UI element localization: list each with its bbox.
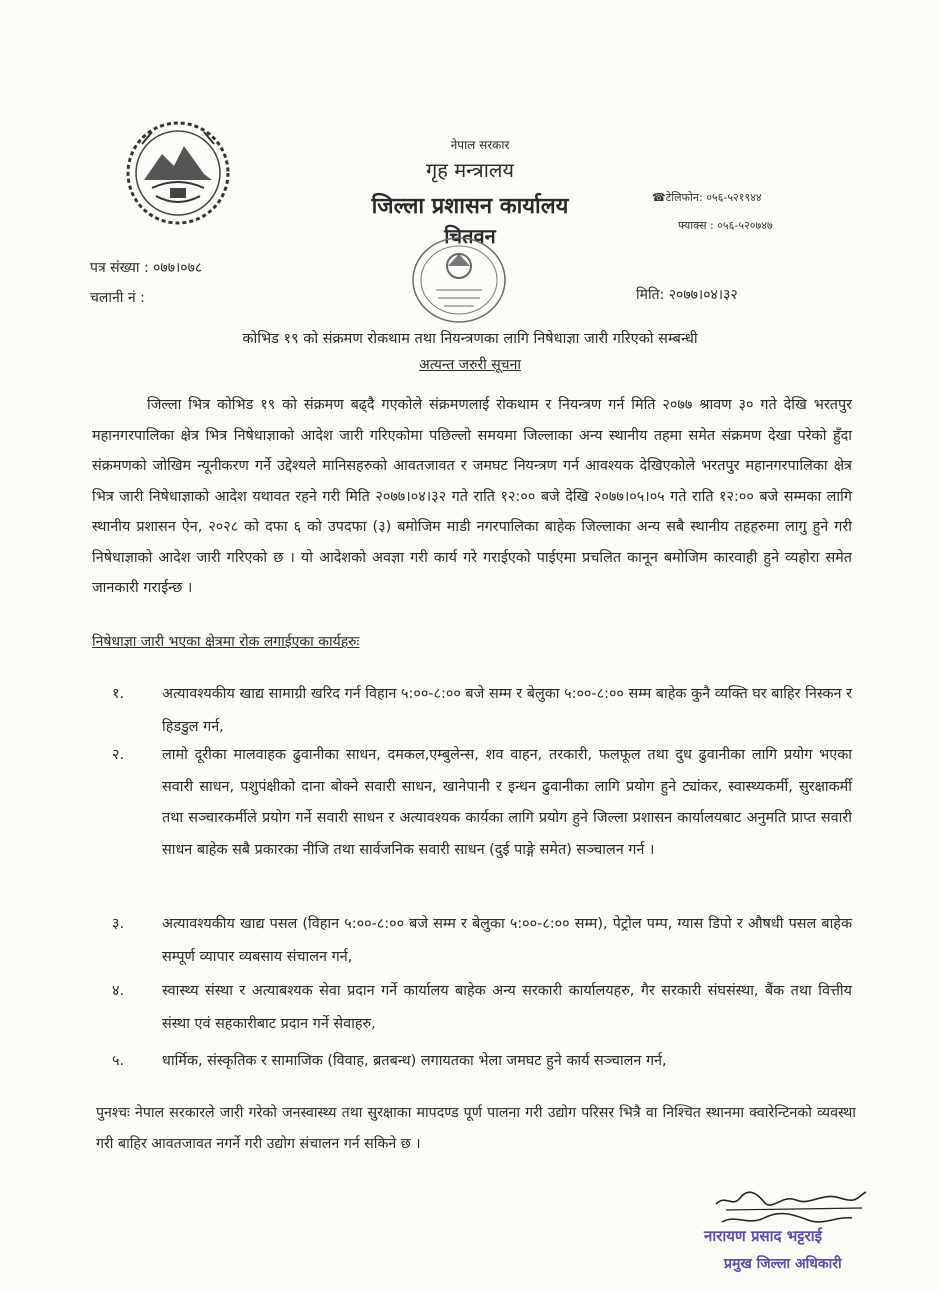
office-name: जिल्ला प्रशासन कार्यालय (371, 194, 569, 219)
list-item-number: ४. (112, 983, 125, 999)
signatory-title: प्रमुख जिल्ला अधिकारी (724, 1256, 842, 1272)
subject-line: कोभिड १९ को संक्रमण रोकथाम तथा नियन्त्रणका लागि निषेधाज्ञा जारी गरिएको सम्बन्धी (242, 331, 698, 347)
body-paragraph: जिल्ला भित्र कोभिड १९ को संक्रमण बढ्दै गएकोले संक्रमणलाई रोकथाम र नियन्त्रण गर्न मिति २०७७ श्रावण ३० गते देखि भरतपुर महानगरपालिका क्षेत्र भित्र निषेधाज्ञाको आदेश जारी गरिएकोमा पछिल्लो समयमा जिल्लाका अन्य स्थानीय तहमा समेत संक्रमण देखा परेको हुँदा संक्रमणको जोखिम न्यूनीकरण गर्ने उद्देश्यले मानिसहरुको आवतजावत र जमघट नियन्त्रण गर्न आवश्यक देखिएकोले भरतपुर महानगरपालिका क्षेत्र भित्र जारी निषेधाज्ञाको आदेश यथावत रहने गरी मिति २०७७।०४।३२ गते राति १२:०० बजे देखि २०७७।०५।०५ गते राति १२:०० बजे सम्मका लागि स्थानीय प्रशासन ऐन, २०२८ को दफा ६ को उपदफा (३) बमोजिम माडी नगरपालिका बाहेक जिल्लाका अन्य सबै स्थानीय तहहरुमा लागु हुने गरी निषेधाज्ञाको आदेश जारी गरिएको छ । यो आदेशको अवज्ञा गरी कार्य गरे गराईएको पाईएमा प्रचलित कानून बमोजिम कारवाही हुने व्यहोरा समेत जानकारी गराईन्छ । (92, 397, 852, 596)
district-name: चितवन (444, 224, 496, 248)
reference-number: पत्र संख्या : ०७७।०७८ (90, 260, 203, 276)
list-item (112, 975, 852, 1041)
fax-number: फ्याक्स : ०५६-५२०७४७ (678, 219, 773, 232)
list-heading: निषेधाज्ञा जारी भएका क्षेत्रमा रोक लगाईएका कार्यहरुः (92, 634, 360, 650)
dispatch-number: चलानी नं : (90, 290, 145, 306)
list-item-text: स्वास्थ्य संस्था र अत्याबश्यक सेवा प्रदान गर्ने कार्यालय बाहेक अन्य सरकारी कार्यालयहरु, गैर सरकारी संघसंस्था, बैंक तथा वित्तीय संस्था एवं सहकारीबाट प्रदान गर्ने सेवाहरु, (162, 983, 852, 1032)
signatory-name: नारायण प्रसाद भट्टराई (704, 1227, 823, 1245)
list-item (112, 678, 852, 744)
list-item-text: अत्यावश्यकीय खाद्य सामाग्री खरिद गर्न विहान ५:००-८:०० बजे सम्म र बेलुका ५:००-८:०० सम्म बाहेक कुनै व्यक्ति घर बाहिर निस्कन र हिडडुल गर्न, (162, 686, 852, 735)
list-item (112, 1045, 852, 1078)
list-item (112, 740, 852, 866)
postscript: पुनश्चः नेपाल सरकारले जारी गरेको जनस्वास्थ्य तथा सुरक्षाका मापदण्ड पूर्ण पालना गरी उद्योग परिसर भित्रै वा निश्चित स्थानमा क्वारेन्टिनको व्यवस्था गरी बाहिर आवतजावत नगर्ने गरी उद्योग संचालन गर्न सकिने छ । (96, 1105, 856, 1152)
list-item-number: १. (112, 686, 125, 702)
nepal-emblem-icon (122, 118, 234, 228)
notice-title (90, 355, 850, 374)
notice-title-text: अत्यन्त जरुरी सूचना (419, 357, 521, 373)
list-item-text: लामो दूरीका मालवाहक ढुवानीका साधन, दमकल,एम्बुलेन्स, शव वाहन, तरकारी, फलफूल तथा दुध ढुवानीका लागि प्रयोग भएका सवारी साधन, पशुपंक्षीको दाना बोक्ने सवारी साधन, खानेपानी र इन्धन ढुवानीका लागि प्रयोग हुने ट्यांकर, स्वास्थ्यकर्मी, सुरक्षाकर्मी तथा सञ्चारकर्मीले प्रयोग गर्ने सवारी साधन र अत्यावश्यक कार्यका लागि प्रयोग हुने जिल्ला प्रशासन कार्यालयबाट अनुमति प्राप्त सवारी साधन बाहेक सबै प्रकारका नीजि तथा सार्वजनिक सवारी साधन (दुई पाङ्गे समेत) सञ्चालन गर्न । (162, 747, 852, 858)
ministry-name: गृह मन्त्रालय (425, 158, 515, 182)
list-item-text: धार्मिक, संस्कृतिक र सामाजिक (विवाह, ब्रतबन्ध) लगायतका भेला जमघट हुने कार्य सञ्चालन गर्न, (162, 1053, 667, 1069)
phone-number: ☎टेलिफोन: ०५६-५२१९४४ (652, 191, 762, 204)
list-item-number: २. (112, 747, 125, 763)
government-name: नेपाल सरकार (450, 138, 510, 152)
office-seal-icon (408, 232, 510, 328)
handwritten-signature-icon (712, 1188, 872, 1230)
issue-date: मिति: २०७७।०४।३२ (636, 287, 738, 303)
list-item-number: ३. (112, 916, 125, 932)
list-item-number: ५. (112, 1053, 125, 1069)
list-item-text: अत्यावश्यकीय खाद्य पसल (विहान ५:००-८:०० बजे सम्म र बेलुका ५:००-८:०० सम्म), पेट्रोल पम्प, ग्यास डिपो र औषधी पसल बाहेक सम्पूर्ण व्यापार व्यबसाय संचालन गर्न, (162, 916, 852, 965)
list-item (112, 908, 852, 974)
